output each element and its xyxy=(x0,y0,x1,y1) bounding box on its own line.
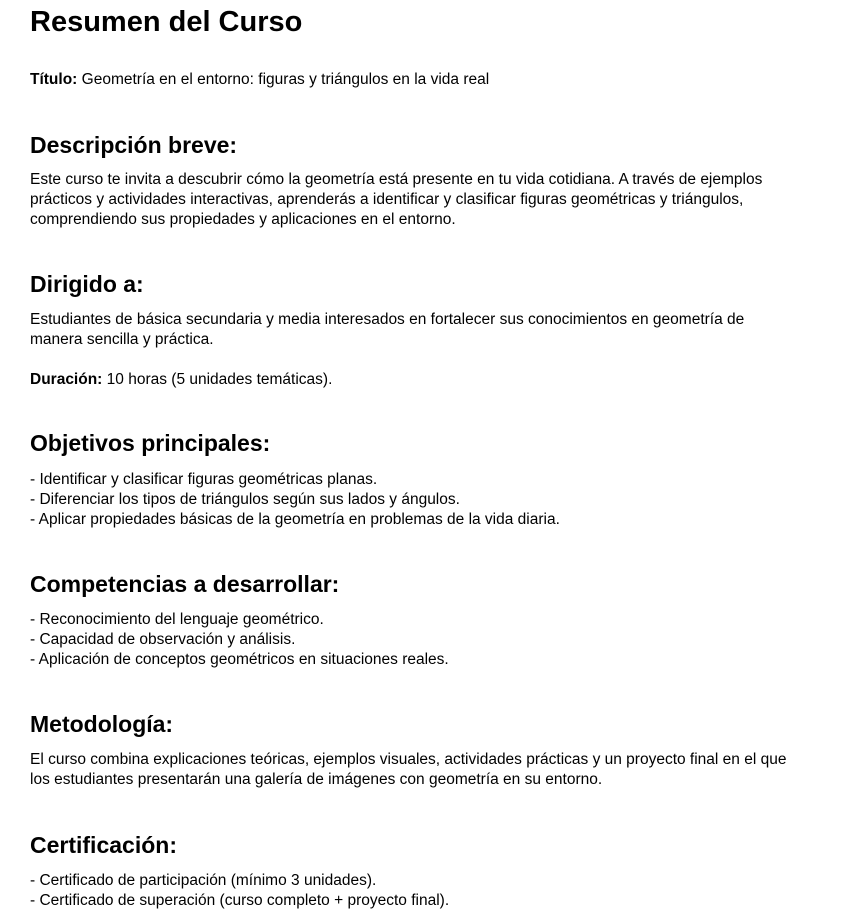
competencia-item: - Aplicación de conceptos geométricos en situaciones reales. xyxy=(30,651,449,668)
certificacion-heading: Certificación: xyxy=(30,832,177,858)
dirigido-heading: Dirigido a: xyxy=(30,271,144,297)
descripcion-heading: Descripción breve: xyxy=(30,132,238,158)
duration-label: Duración: xyxy=(30,371,103,388)
dirigido-text: Estudiantes de básica secundaria y media interesados en fortalecer sus conocimientos en geometría de manera sencilla y práctica. xyxy=(30,311,745,348)
duration-line xyxy=(30,370,332,390)
objetivo-item: - Identificar y clasificar figuras geométricas planas. xyxy=(30,471,378,488)
objetivos-heading: Objetivos principales: xyxy=(30,430,271,456)
course-title-label: Título: xyxy=(30,71,78,88)
objetivo-item: - Aplicar propiedades básicas de la geometría en problemas de la vida diaria. xyxy=(30,511,560,528)
metodologia-heading: Metodología: xyxy=(30,711,174,737)
duration-value: 10 horas (5 unidades temáticas). xyxy=(106,371,333,388)
competencia-item: - Reconocimiento del lenguaje geométrico. xyxy=(30,611,324,628)
course-title-line xyxy=(30,70,489,90)
objetivo-item: - Diferenciar los tipos de triángulos según sus lados y ángulos. xyxy=(30,491,460,508)
competencias-heading: Competencias a desarrollar: xyxy=(30,571,340,597)
certificacion-item: - Certificado de superación (curso completo + proyecto final). xyxy=(30,892,450,909)
descripcion-text: Este curso te invita a descubrir cómo la geometría está presente en tu vida cotidiana. A través de ejemplos prácticos y actividades interactivas, aprenderás a identificar y clasificar figuras geométricas y triángulos, comprendiendo sus propiedades y aplicaciones en el entorno. xyxy=(30,171,763,228)
document-title: Resumen del Curso xyxy=(30,6,303,38)
certificacion-item: - Certificado de participación (mínimo 3 unidades). xyxy=(30,872,377,889)
metodologia-text: El curso combina explicaciones teóricas, ejemplos visuales, actividades prácticas y un proyecto final en el que los estudiantes presentarán una galería de imágenes con geometría en su entorno. xyxy=(30,751,787,788)
competencia-item: - Capacidad de observación y análisis. xyxy=(30,631,296,648)
course-title-value: Geometría en el entorno: figuras y triángulos en la vida real xyxy=(81,71,490,88)
